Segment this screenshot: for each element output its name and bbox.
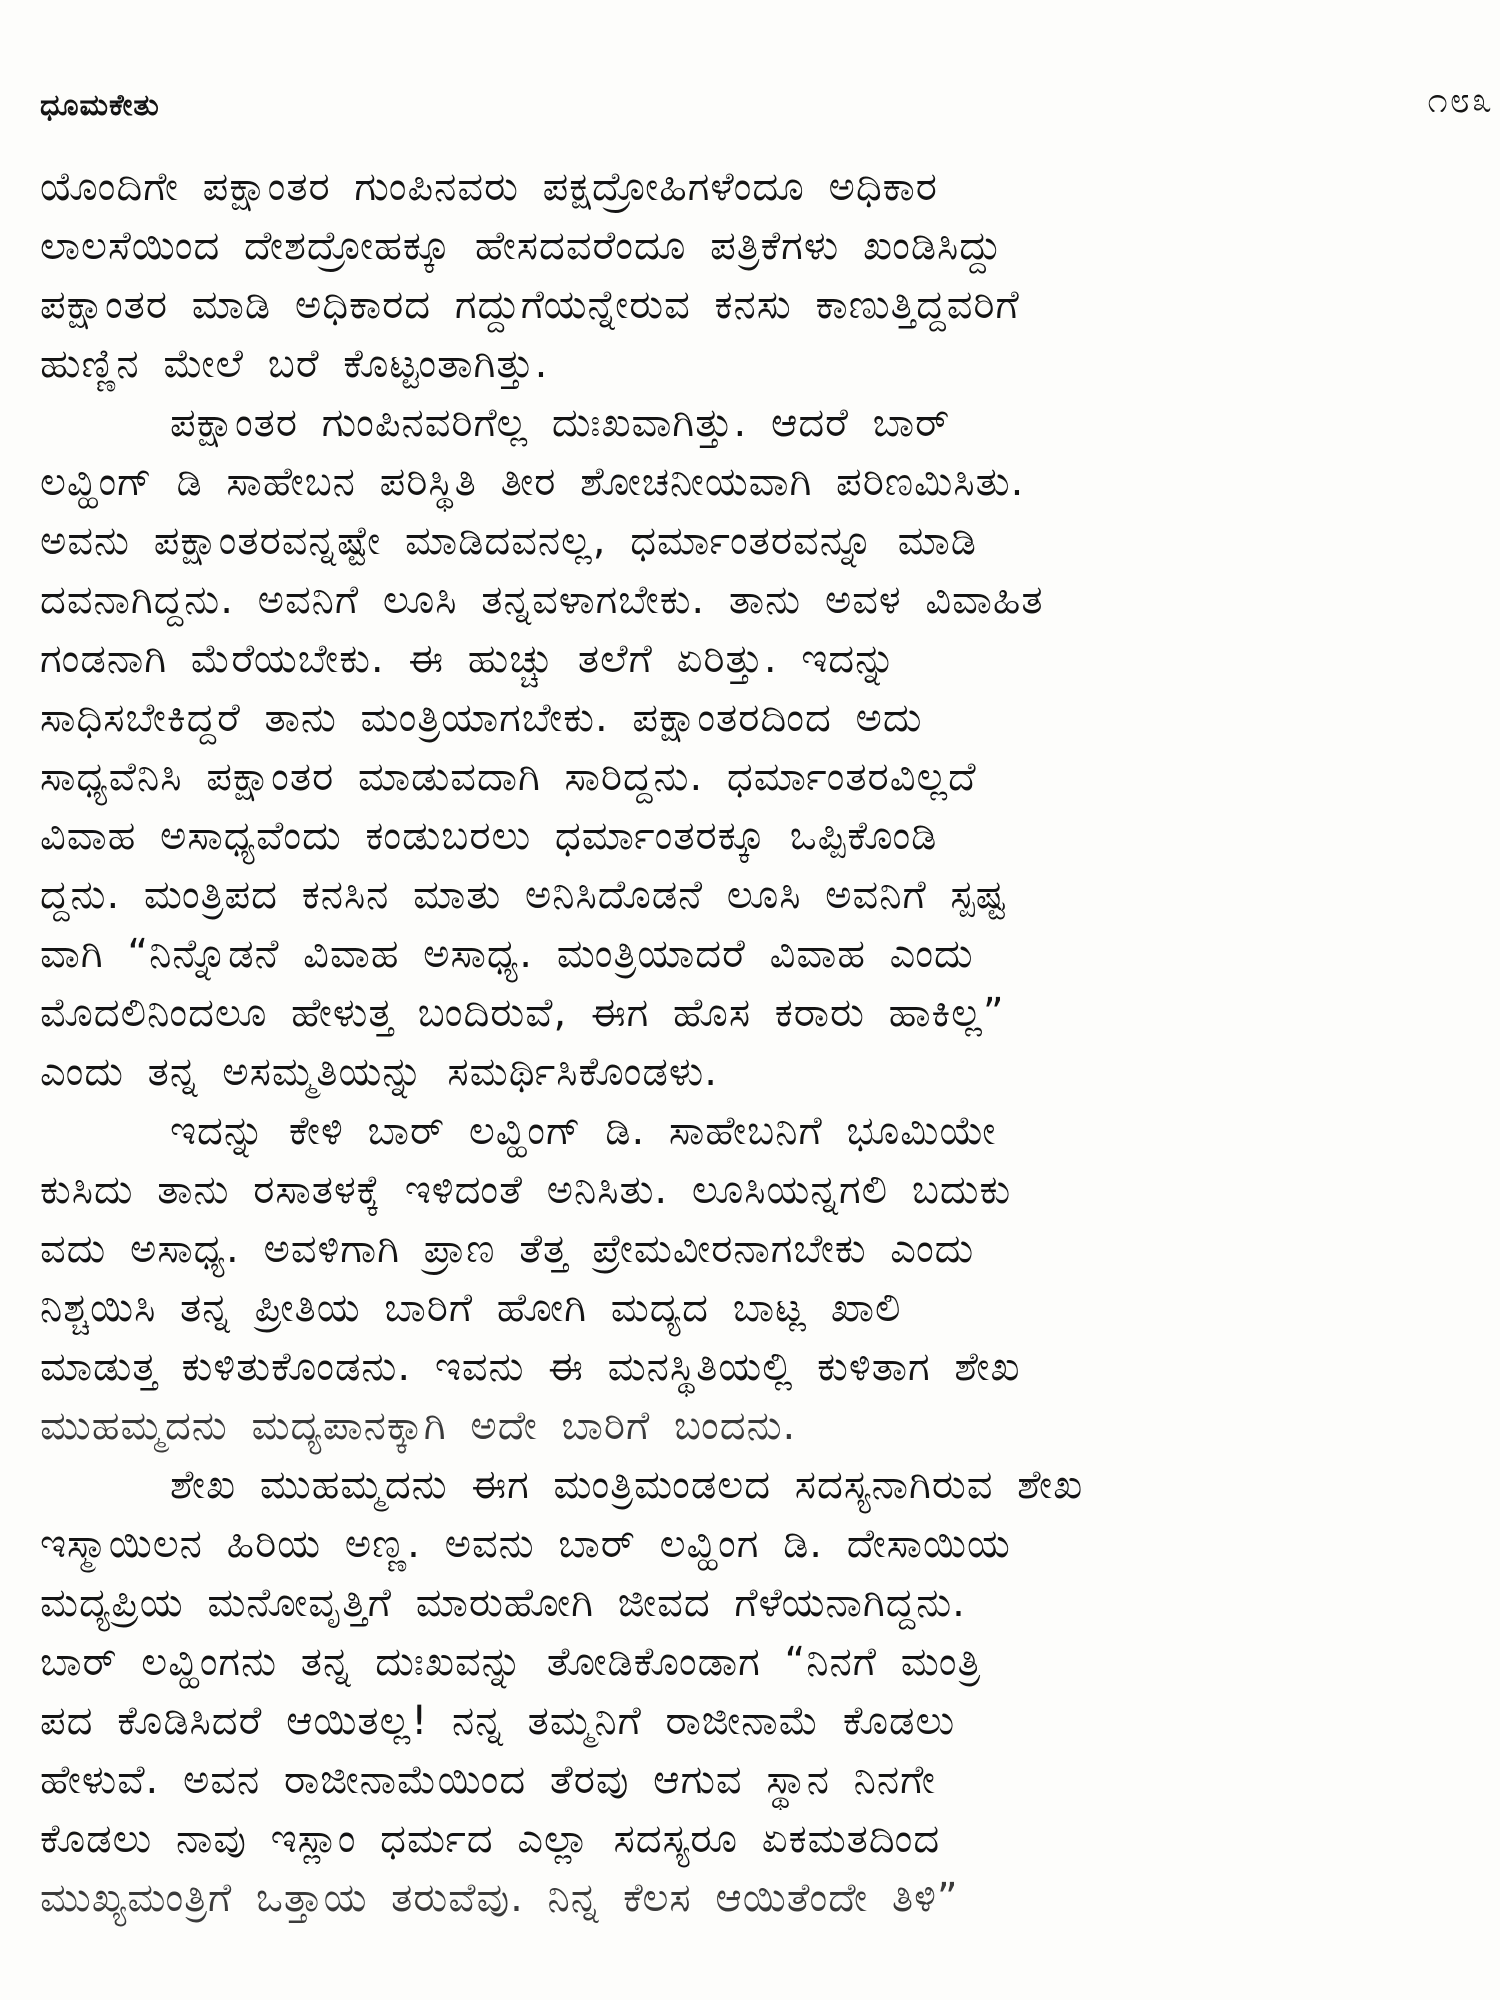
paragraph-start-line: ಶೇಖ ಮುಹಮ್ಮದನು ಈಗ ಮಂತ್ರಿಮಂಡಲದ ಸದಸ್ಯನಾಗಿರುವ ಶೇಖ [170, 1462, 1084, 1508]
text-line: ಬಾರ್ ಲವ್ಹಿಂಗನು ತನ್ನ ದುಃಖವನ್ನು ತೋಡಿಕೊಂಡಾಗ “ನಿನಗೆ ಮಂತ್ರಿ [40, 1639, 982, 1685]
text-line: ಮದ್ಯಪ್ರಿಯ ಮನೋವೃತ್ತಿಗೆ ಮಾರುಹೋಗಿ ಜೀವದ ಗೆಳೆಯನಾಗಿದ್ದನು. [40, 1580, 966, 1626]
body-text [40, 158, 1480, 1928]
text-line: ಲವ್ಹಿಂಗ್ ಡಿ ಸಾಹೇಬನ ಪರಿಸ್ಥಿತಿ ತೀರ ಶೋಚನೀಯವಾಗಿ ಪರಿಣಮಿಸಿತು. [40, 459, 1025, 505]
text-line: ಲಾಲಸೆಯಿಂದ ದೇಶದ್ರೋಹಕ್ಕೂ ಹೇಸದವರೆಂದೂ ಪತ್ರಿಕೆಗಳು ಖಂಡಿಸಿದ್ದು [40, 223, 1003, 269]
text-line: ಮುಖ್ಯಮಂತ್ರಿಗೆ ಒತ್ತಾಯ ತರುವೆವು. ನಿನ್ನ ಕೆಲಸ ಆಯಿತೆಂದೇ ತಿಳಿ” [40, 1875, 959, 1921]
text-line: ವಾಗಿ “ನಿನ್ನೊಡನೆ ವಿವಾಹ ಅಸಾಧ್ಯ. ಮಂತ್ರಿಯಾದರೆ ವಿವಾಹ ಎಂದು [40, 931, 974, 977]
paragraph-start-line: ಇದನ್ನು ಕೇಳಿ ಬಾರ್ ಲವ್ಹಿಂಗ್ ಡಿ. ಸಾಹೇಬನಿಗೆ ಭೂಮಿಯೇ [170, 1108, 997, 1154]
text-line: ಪಕ್ಷಾಂತರ ಮಾಡಿ ಅಧಿಕಾರದ ಗದ್ದುಗೆಯನ್ನೇರುವ ಕನಸು ಕಾಣುತ್ತಿದ್ದವರಿಗೆ [40, 282, 1020, 328]
text-line: ಗಂಡನಾಗಿ ಮೆರೆಯಬೇಕು. ಈ ಹುಚ್ಚು ತಲೆಗೆ ಏರಿತ್ತು. ಇದನ್ನು [40, 636, 897, 682]
text-line: ದವನಾಗಿದ್ದನು. ಅವನಿಗೆ ಲೂಸಿ ತನ್ನವಳಾಗಬೇಕು. ತಾನು ಅವಳ ವಿವಾಹಿತ [40, 577, 1044, 623]
text-line: ಹೇಳುವೆ. ಅವನ ರಾಜೀನಾಮೆಯಿಂದ ತೆರವು ಆಗುವ ಸ್ಥಾನ ನಿನಗೇ [40, 1757, 936, 1803]
text-line: ವಿವಾಹ ಅಸಾಧ್ಯವೆಂದು ಕಂಡುಬರಲು ಧರ್ಮಾಂತರಕ್ಕೂ ಒಪ್ಪಿಕೊಂಡಿ [40, 813, 938, 859]
text-line: ನಿಶ್ಚಯಿಸಿ ತನ್ನ ಪ್ರೀತಿಯ ಬಾರಿಗೆ ಹೋಗಿ ಮದ್ಯದ ಬಾಟ್ಲ ಖಾಲಿ [40, 1285, 902, 1331]
text-line: ಮುಹಮ್ಮದನು ಮದ್ಯಪಾನಕ್ಕಾಗಿ ಅದೇ ಬಾರಿಗೆ ಬಂದನು. [40, 1403, 797, 1449]
running-title: ಧೂಮಕೇತು [40, 88, 160, 123]
text-line: ಅವನು ಪಕ್ಷಾಂತರವನ್ನಷ್ಟೇ ಮಾಡಿದವನಲ್ಲ, ಧರ್ಮಾಂತರವನ್ನೂ ಮಾಡಿ [40, 518, 977, 564]
text-line: ಕೊಡಲು ನಾವು ಇಸ್ಲಾಂ ಧರ್ಮದ ಎಲ್ಲಾ ಸದಸ್ಯರೂ ಏಕಮತದಿಂದ [40, 1816, 941, 1862]
text-line: ಮಾಡುತ್ತ ಕುಳಿತುಕೊಂಡನು. ಇವನು ಈ ಮನಸ್ಥಿತಿಯಲ್ಲಿ ಕುಳಿತಾಗ ಶೇಖ [40, 1344, 1021, 1390]
text-line: ಯೊಂದಿಗೇ ಪಕ್ಷಾಂತರ ಗುಂಪಿನವರು ಪಕ್ಷದ್ರೋಹಿಗಳೆಂದೂ ಅಧಿಕಾರ [40, 164, 938, 210]
page-number: ೧೮೩ [1427, 80, 1494, 121]
text-line: ಸಾಧಿಸಬೇಕಿದ್ದರೆ ತಾನು ಮಂತ್ರಿಯಾಗಬೇಕು. ಪಕ್ಷಾಂತರದಿಂದ ಅದು [40, 695, 923, 741]
paragraph-start-line: ಪಕ್ಷಾಂತರ ಗುಂಪಿನವರಿಗೆಲ್ಲ ದುಃಖವಾಗಿತ್ತು. ಆದರೆ ಬಾರ್ [170, 400, 951, 446]
text-line: ಮೊದಲಿನಿಂದಲೂ ಹೇಳುತ್ತ ಬಂದಿರುವೆ, ಈಗ ಹೊಸ ಕರಾರು ಹಾಕಿಲ್ಲ” [40, 990, 1005, 1036]
text-line: ಹುಣ್ಣಿನ ಮೇಲೆ ಬರೆ ಕೊಟ್ಟಂತಾಗಿತ್ತು. [40, 341, 549, 387]
text-line: ದ್ದನು. ಮಂತ್ರಿಪದ ಕನಸಿನ ಮಾತು ಅನಿಸಿದೊಡನೆ ಲೂಸಿ ಅವನಿಗೆ ಸ್ಪಷ್ಟ [40, 872, 1007, 918]
text-line: ವದು ಅಸಾಧ್ಯ. ಅವಳಿಗಾಗಿ ಪ್ರಾಣ ತೆತ್ತ ಪ್ರೇಮವೀರನಾಗಬೇಕು ಎಂದು [40, 1226, 975, 1272]
text-line: ಪದ ಕೊಡಿಸಿದರೆ ಆಯಿತಲ್ಲ! ನನ್ನ ತಮ್ಮನಿಗೆ ರಾಜೀನಾಮೆ ಕೊಡಲು [40, 1698, 956, 1744]
text-line: ಕುಸಿದು ತಾನು ರಸಾತಳಕ್ಕೆ ಇಳಿದಂತೆ ಅನಿಸಿತು. ಲೂಸಿಯನ್ನಗಲಿ ಬದುಕು [40, 1167, 1012, 1213]
text-line: ಸಾಧ್ಯವೆನಿಸಿ ಪಕ್ಷಾಂತರ ಮಾಡುವದಾಗಿ ಸಾರಿದ್ದನು. ಧರ್ಮಾಂತರವಿಲ್ಲದೆ [40, 754, 977, 800]
text-line: ಇಸ್ಮಾಯಿಲನ ಹಿರಿಯ ಅಣ್ಣ. ಅವನು ಬಾರ್ ಲವ್ಹಿಂಗ ಡಿ. ದೇಸಾಯಿಯ [40, 1521, 1011, 1567]
text-line: ಎಂದು ತನ್ನ ಅಸಮ್ಮತಿಯನ್ನು ಸಮರ್ಥಿಸಿಕೊಂಡಳು. [40, 1049, 718, 1095]
